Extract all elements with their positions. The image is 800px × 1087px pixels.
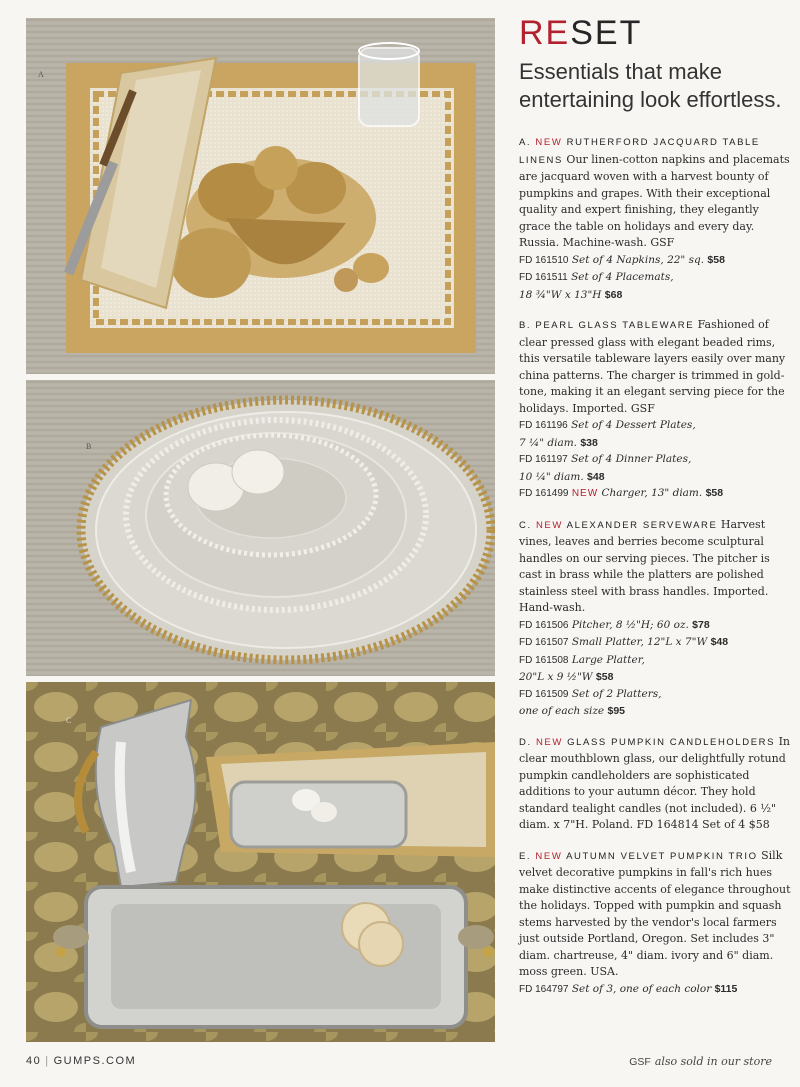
site-link[interactable]: GUMPS.COM [53, 1055, 137, 1067]
section-body: Our linen-cotton napkins and placemats are jacquard woven with a harvest bounty of pumpkins and grapes. With their exceptional quality and expert finishing, they elegantly grace the table on holidays and every day. Russia. Machine-wash. [519, 152, 790, 249]
new-badge: NEW [535, 736, 568, 748]
pearl-glass-plates-photo [26, 380, 495, 676]
section-title [519, 520, 717, 531]
sku-number: FD 161196 [519, 420, 568, 431]
sku-price: $58 [748, 818, 770, 831]
sku-line [519, 652, 791, 670]
sku-number: FD 161511 [519, 272, 568, 283]
section-letter: E. [519, 850, 536, 862]
sku-line [519, 981, 791, 999]
sku-line [519, 617, 791, 635]
new-badge: NEW [535, 519, 567, 531]
sku-description: Set of 3, one of each color [571, 982, 712, 995]
sku-description: Set of 2 Platters, [571, 687, 662, 700]
photo-tag-a: A [38, 70, 44, 79]
sku-description: Charger, 13" diam. [601, 487, 703, 499]
headline-accent: RE [519, 14, 571, 52]
sku-description-cont: 20"L x 9 ½"W [519, 671, 593, 683]
sku-price: $58 [595, 671, 614, 683]
product-section [519, 517, 791, 720]
section-copy [519, 317, 791, 417]
sku-description: Set of 4 Dinner Plates, [571, 453, 692, 465]
sku-description: Large Platter, [571, 653, 645, 666]
sku-description: Set of 4 [702, 818, 746, 831]
sku-description: Set of 4 Placemats, [571, 271, 674, 283]
footer-note-text: also sold in our store [654, 1055, 772, 1068]
sku-number: FD 161510 [519, 254, 569, 266]
section-copy [519, 517, 791, 617]
sku-line-continued [519, 435, 791, 452]
sku-description-cont: one of each size [519, 705, 605, 717]
sku-number: FD 161499 [519, 488, 569, 499]
section-title [519, 737, 775, 748]
headline-rest: SET [570, 14, 643, 52]
section-body: Silk velvet decorative pumpkins in fall's rich hues make distinctive accents of elegance throughout the holidays. Topped with pumpkin and squash stems harvested by the vendor's local farmers just outside Portland, Oregon. Set includes 3" diam. chartreuse, 4" diam. ivory and 6" diam. moss green. USA. [519, 848, 791, 978]
sku-price: $95 [607, 705, 626, 717]
headline [519, 14, 791, 52]
footer-note [629, 1055, 772, 1068]
new-badge: NEW [571, 488, 599, 499]
section-copy [519, 734, 791, 834]
footer-folio: 40 | GUMPS.COM [26, 1055, 137, 1067]
alexander-serveware-photo [26, 682, 495, 1042]
section-body: Harvest vines, leaves and berries become sculptural handles on our serving pieces. The pitcher is cast in brass while the platters are polished stainless steel with brass handles. Imported. Hand-wash. [519, 517, 770, 614]
sku-number: FD 161506 [519, 619, 569, 631]
sku-number: FD 161197 [519, 454, 568, 465]
sku-number: FD 161508 [519, 654, 569, 666]
footer-gsf: GSF [629, 1056, 651, 1068]
sku-number: FD 161507 [519, 637, 569, 648]
sku-description-cont: 7 ¼" diam. [519, 436, 577, 449]
sku-price: $58 [705, 487, 724, 499]
section-name: AUTUMN VELVET PUMPKIN TRIO [566, 850, 758, 862]
section-copy [519, 848, 791, 981]
gsf-marker: GSF [630, 401, 655, 415]
sku-line [519, 451, 791, 469]
sku-price: $115 [714, 982, 738, 995]
copy-column [519, 14, 791, 1012]
sku-line [519, 686, 791, 704]
photo-tag-c: C [66, 716, 72, 725]
sku-price: $58 [707, 253, 725, 266]
section-body: In clear mouthblown glass, our delightfully rotund pumpkin candleholders are sophisticated additions to your autumn décor. They hold standard tealight candles (not included). 6 ½" diam. x 7"H. Poland. [519, 734, 791, 831]
sku-description: Set of 4 Napkins, 22" sq. [571, 253, 705, 266]
section-name: RUTHERFORD JACQUARD TABLE LINENS [519, 137, 760, 166]
sku-price: $38 [580, 436, 598, 449]
sku-number: FD 164797 [519, 983, 569, 995]
photo-alexander-serveware [26, 682, 495, 1042]
sku-line [519, 417, 791, 435]
product-section [519, 734, 791, 834]
sku-line [519, 252, 791, 270]
sku-price: $78 [692, 618, 710, 631]
sku-line-continued [519, 703, 791, 720]
sku-description: Pitcher, 8 ½"H; 60 oz. [571, 618, 689, 631]
section-copy [519, 134, 791, 252]
sku-description: Set of 4 Dessert Plates, [571, 419, 696, 431]
section-letter: C. [519, 519, 536, 531]
gsf-marker: GSF [650, 236, 675, 249]
section-title [519, 851, 758, 862]
section-letter: B. [519, 320, 536, 331]
product-section [519, 317, 791, 503]
section-body: Fashioned of clear pressed glass with elegant beaded rims, this versatile tableware layers easily over many china patterns. The charger is trimmed in gold-tone, making it an elegant serving piece for the holidays. Imported. [519, 318, 786, 415]
sku-number: FD 164814 [636, 818, 699, 831]
product-sections [519, 134, 791, 998]
section-name: ALEXANDER SERVEWARE [566, 519, 718, 531]
subhead: Essentials that make entertaining look effortless. [519, 59, 782, 112]
sku-price: $68 [604, 288, 623, 301]
sku-number: FD 161509 [519, 688, 569, 700]
new-badge: NEW [535, 850, 567, 862]
product-section [519, 848, 791, 999]
sku-description-cont: 18 ¾"W x 13"H [519, 288, 602, 301]
section-letter: D. [519, 736, 536, 748]
page-number: 40 [26, 1055, 42, 1067]
photo-pearl-glass [26, 380, 495, 676]
sku-line [519, 269, 791, 287]
sku-price: $48 [587, 470, 605, 483]
sku-description-cont: 10 ¼" diam. [519, 470, 584, 483]
sku-description: Small Platter, 12"L x 7"W [571, 636, 708, 648]
section-title [519, 320, 694, 331]
product-section [519, 134, 791, 303]
sku-line-continued [519, 469, 791, 486]
section-name: PEARL GLASS TABLEWARE [535, 320, 695, 331]
new-badge: NEW [535, 137, 567, 148]
sku-price: $48 [710, 636, 729, 648]
sku-line-continued [519, 669, 791, 686]
jacquard-placemat-photo [26, 18, 495, 374]
section-name: GLASS PUMPKIN CANDLEHOLDERS [567, 736, 776, 748]
sku-line [519, 485, 791, 503]
photo-tag-b: B [86, 442, 92, 451]
section-letter: A. [519, 137, 536, 148]
sku-line-continued [519, 287, 791, 304]
photo-rutherford-linens [26, 18, 495, 374]
sku-line [519, 634, 791, 652]
